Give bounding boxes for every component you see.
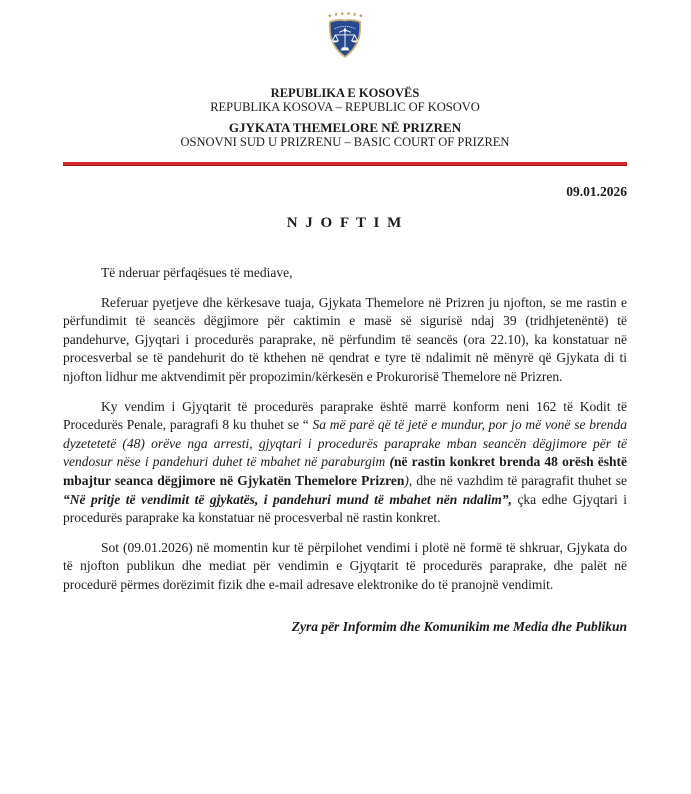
paragraph-3 [63, 539, 627, 595]
court-name-alt: OSNOVNI SUD U PRIZRENU – BASIC COURT OF PRIZREN [180, 135, 510, 149]
text-segment: ( [389, 454, 394, 470]
text-segment: ) [404, 472, 409, 488]
salutation: Të nderuar përfaqësues të mediave, [101, 265, 293, 280]
text-segment: , dhe në vazhdim të paragrafit thuhet se [408, 472, 627, 488]
republic-name-alt: REPUBLIKA KOSOVA – REPUBLIC OF KOSOVO [210, 100, 480, 114]
paragraph-1 [63, 294, 627, 387]
court-name-sq: GJYKATA THEMELORE NË PRIZREN [228, 120, 462, 135]
text-segment: “Në pritje të vendimit të gjykatës, i pandehuri mund të mbahet nën ndalim”, [63, 491, 512, 507]
document-title: N J O F T I M [286, 215, 404, 231]
paragraph-2 [63, 398, 627, 528]
letterhead-divider [63, 162, 627, 166]
signature-office: Zyra për Informim dhe Komunikim me Media dhe Publikun [291, 618, 627, 634]
document-date: 09.01.2026 [566, 184, 627, 199]
text-segment: Ky vendim i Gjyqtarit të procedurës paraprake është marrë konform neni 162 të Kodit të Procedurës Penale, paragrafi 8 ku thuhet se “ [63, 398, 627, 433]
text-segment: Sot (09.01.2026) në momentin kur të përpilohet vendimi i plotë në formë të shkruar, Gjykata do të njofton publikun dhe mediat për vendimin e Gjyqtarit të procedurës paraprake, dhe palët në procedurë përmes dorëzimit fizik dhe e-mail adresave elektronike do të pranojnë vendimit. [63, 539, 627, 592]
text-segment: çka edhe Gjyqtari i procedurës paraprake ka konstatuar në procesverbal në rastin konkret. [63, 491, 627, 526]
republic-name-sq: REPUBLIKA E KOSOVËS [270, 86, 420, 100]
text-segment: në rastin konkret brenda 48 orësh është mbajtur seanca dëgjimore në Gjykatën Themelore Prizren [63, 454, 628, 488]
court-seal-logo [63, 7, 627, 72]
text-segment: Sa më parë që të jetë e mundur, por jo më vonë se brenda dyzetetetë (48) orëve nga arresti, gjyqtari i procedurës paraprake mban seancën dëgjimore për të vendosur nëse i pandehuri duhet të mbahet në paraburgim [63, 417, 627, 470]
letterhead [63, 86, 627, 149]
court-seal-icon [314, 7, 376, 67]
text-segment: Referuar pyetjeve dhe kërkesave tuaja, Gjykata Themelore në Prizren ju njofton, se me rastin e përfundimit të seancës dëgjimore për caktimin e masë së sigurisë ndaj 39 (tridhjetenëntë) të pandehurve, Gjyqtari i procedurës paraprake, në përfundim të seancës (ora 22.10), ka konstatuar në procesverbal se të pandehurit do të kthehen në qendrat e tyre të ndalimit në mënyrë që Gjykata di ti njofton lidhur me aktvendimit për propozimin/kërkesën e Prokurorisë Themelore në Prizren. [63, 294, 627, 384]
